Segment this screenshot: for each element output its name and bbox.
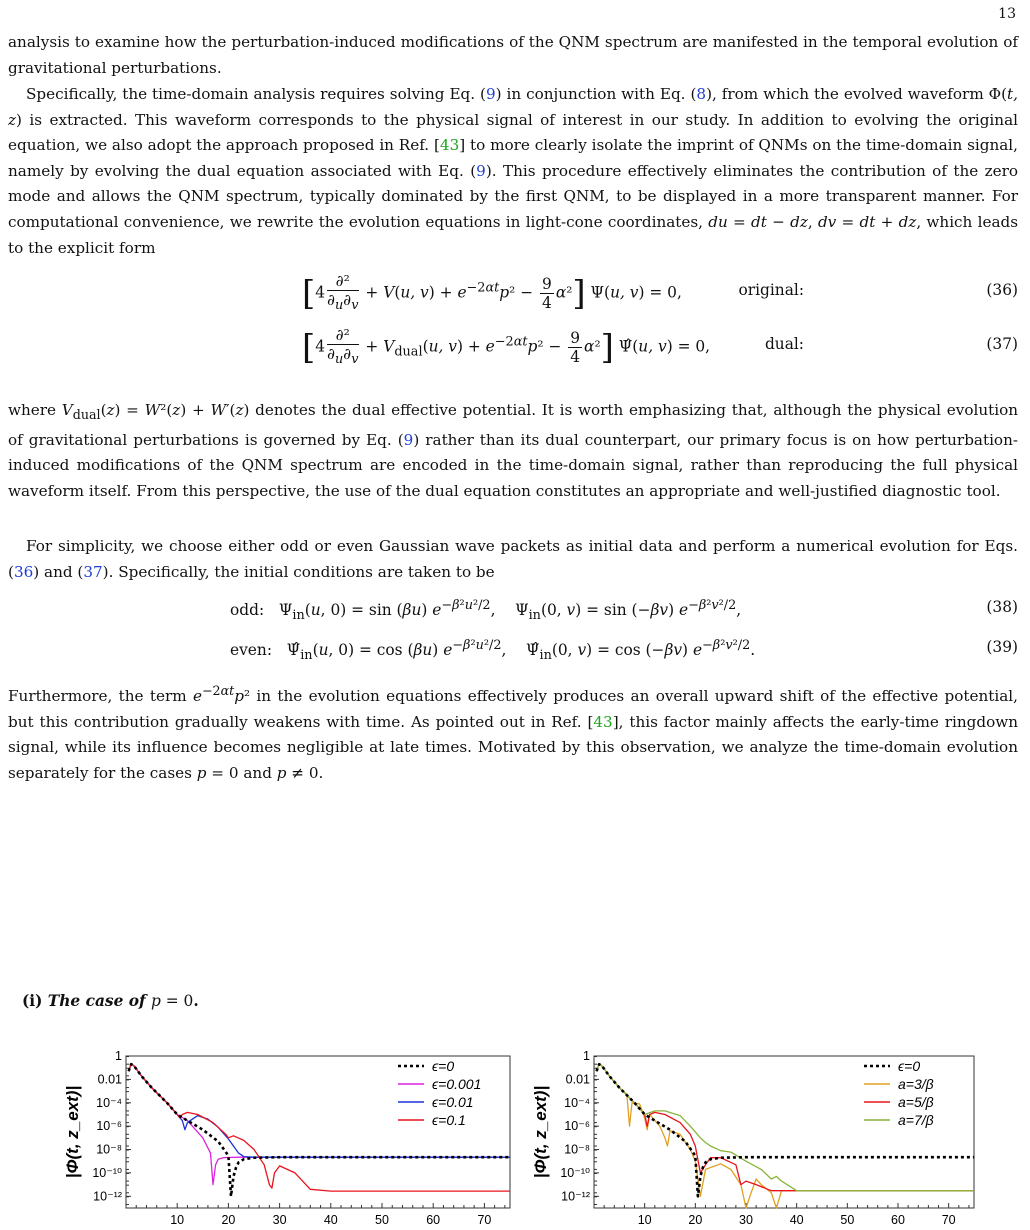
page-number: 13 (998, 6, 1016, 22)
x-tick-label: 20 (221, 1213, 236, 1227)
legend-label: a=7/β (898, 1112, 934, 1128)
x-tick-label: 70 (477, 1213, 492, 1227)
x-tick-label: 20 (688, 1213, 703, 1227)
equation-37: dual: [4 $\frac{\text{∂²}}{\partial_u\partial_v}$ + $V_{dual}(u$, $v) + e^{-2\alpha t}p^2$ − $\frac{9}{4}$ α²] Ψ̂(u, v) = 0, (37) (302, 326, 1018, 368)
paragraph-dual: where $V_{dual}(z) = W^2(z) + W'(z)$ denotes the dual effective potential. It is worth emphasizing that, although the physical evolution of gravitational perturbations is governed by Eq. (9) rather than its dual counterpart, our primary focus is on how perturbation-induced modifications of the QNM spectrum are encoded in the time-domain signal, rather than reproducing the full physical waveform itself. From this perspective, the use of the dual equation constitutes an appropriate and well-justified diagnostic tool. (8, 401, 1019, 500)
y-tick-label: 10⁻⁶ (564, 1119, 590, 1134)
chart-left (44, 1050, 524, 1230)
paragraph-time-domain: Specifically, the time-domain analysis requires solving Eq. (9) in conjunction with Eq. (8), from which the evolved waveform Φ(t, z) is extracted. This waveform corresponds to the physical signal of interest in our study. In addition to evolving the original equation, we also adopt the approach proposed in Ref. [43] to more clearly isolate the imprint of QNMs on the time-domain signal, namely by evolving the dual equation associated with Eq. (9). This procedure effectively eliminates the contribution of the zero mode and allows the QNM spectrum, typically dominated by the first QNM, to be displayed in a more transparent manner. For computational convenience, we rewrite the evolution equations in light-cone coordinates, du = dt − dz, dv = dt + dz, which leads to the explicit form (8, 85, 1019, 257)
legend-label: ϵ=0.001 (432, 1076, 482, 1092)
legend-label: ϵ=0 (898, 1058, 921, 1074)
y-axis-label: |Φ(t, z_ext)| (63, 1085, 82, 1179)
y-tick-label: 0.01 (565, 1072, 590, 1087)
y-tick-label: 10⁻⁶ (96, 1119, 122, 1134)
y-tick-label: 10⁻¹⁰ (560, 1165, 590, 1180)
y-tick-label: 10⁻⁸ (564, 1142, 590, 1157)
x-tick-label: 50 (375, 1213, 389, 1227)
paragraph-intro: analysis to examine how the perturbation-induced modifications of the QNM spectrum are manifested in the temporal evolution of gravitational perturbations. (8, 33, 1018, 77)
y-tick-label: 10⁻⁴ (564, 1095, 590, 1110)
case-heading: (i) The case of p = 0. (22, 992, 199, 1010)
y-tick-label: 10⁻¹² (561, 1189, 590, 1204)
chart-right (512, 1050, 1002, 1230)
legend-label: ϵ=0.01 (432, 1094, 474, 1110)
x-tick-label: 40 (789, 1213, 804, 1227)
y-tick-label: 10⁻¹⁰ (92, 1165, 122, 1180)
figure-left (44, 1050, 524, 1230)
y-tick-label: 0.01 (97, 1072, 122, 1087)
y-tick-label: 10⁻¹² (93, 1189, 122, 1204)
legend-label: ϵ=0 (432, 1058, 455, 1074)
x-tick-label: 10 (170, 1213, 185, 1227)
x-tick-label: 40 (323, 1213, 338, 1227)
y-tick-label: 1 (115, 1049, 122, 1063)
x-tick-label: 50 (840, 1213, 855, 1227)
x-tick-label: 70 (941, 1213, 956, 1227)
x-tick-label: 30 (272, 1213, 287, 1227)
paragraph-potential-shift: Furthermore, the term $e^{-2\alpha t}p^2$ in the evolution equations effectively produces an overall upward shift of the effective potential, but this contribution gradually weakens with time. As pointed out in Ref. [43], this factor mainly affects the early-time ringdown signal, while its influence becomes negligible at late times. Motivated by this observation, we analyze the time-domain evolution separately for the cases p = 0 and p ≠ 0. (8, 683, 1018, 782)
x-tick-label: 10 (637, 1213, 652, 1227)
legend-label: ϵ=0.1 (432, 1112, 466, 1128)
equation-36: original: [4 $\frac{\text{∂²}}{\partial_u\partial_v}$ + V(u, $v) + e^{-2\alpha t}p^2$ − $\frac{9}{4}$ α²] Ψ(u, v) = 0, (36) (302, 272, 1018, 314)
y-tick-label: 1 (583, 1049, 590, 1063)
x-tick-label: 60 (891, 1213, 905, 1227)
paragraph-initial: For simplicity, we choose either odd or even Gaussian wave packets as initial data and perform a numerical evolution for Eqs. (36) and (37). Specifically, the initial conditions are taken to be (8, 537, 1018, 581)
equation-39: even: $\Psî_{in}(u$, 0) = cos (βu) $e^{-\beta^2u^2/2}$, $\Psî_{in}(0$, v) = cos (−βv) $e^{-\beta^2v^2/2}$. (39) (230, 638, 1018, 664)
y-tick-label: 10⁻⁴ (96, 1095, 122, 1110)
equation-38: odd: $\Psi_{in}(u$, 0) = sin (βu) $e^{-\beta^2u^2/2}$, $\Psi_{in}(0$, v) = sin (−βv) $e^{-\beta^2v^2/2}$, (38) (230, 598, 1018, 624)
legend-label: a=3/β (898, 1076, 934, 1092)
x-tick-label: 60 (426, 1213, 441, 1227)
y-tick-label: 10⁻⁸ (96, 1142, 122, 1157)
legend-label: a=5/β (898, 1094, 934, 1110)
figure-right (512, 1050, 1002, 1230)
y-axis-label: |Φ(t, z_ext)| (531, 1085, 550, 1179)
x-tick-label: 30 (739, 1213, 753, 1227)
